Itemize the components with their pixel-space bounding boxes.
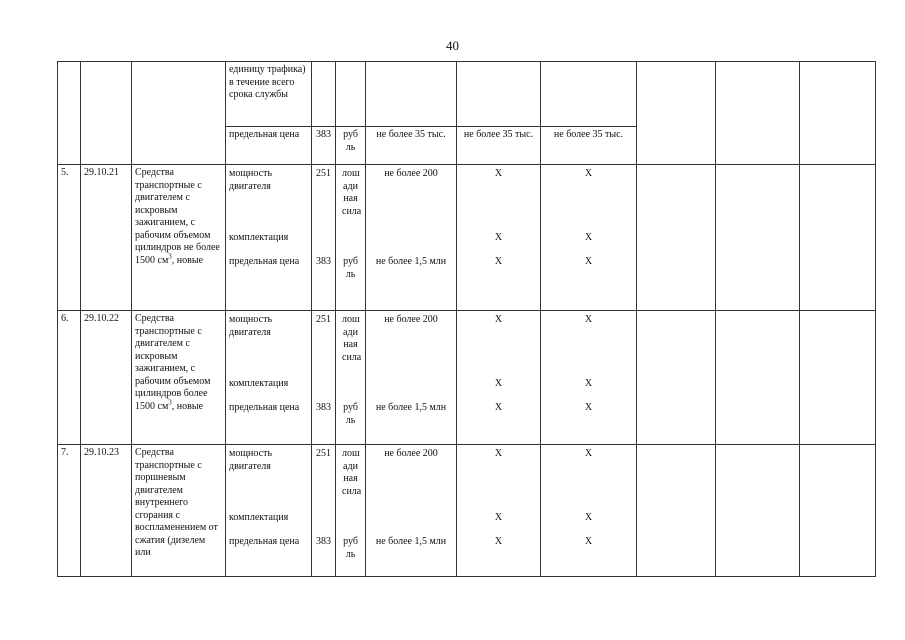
char-cell: единицу трафика) в течение всего срока службы [226,62,312,127]
code-cell: 251 383 [312,445,336,577]
value-cell: Х Х Х [457,445,541,577]
value-cell: не более 200 не более 1,5 млн [366,311,457,445]
value-cell: не более 35 тыс. [366,127,457,165]
num-cell: 5. [58,165,81,311]
unit-cell: лош ади ная сила руб ль [336,165,366,311]
value-cell: не более 200 не более 1,5 млн [366,445,457,577]
value-cell: Х Х Х [541,311,637,445]
char-cell: мощность двигателя комплектация предельная цена [226,165,312,311]
value-cell: не более 35 тыс. [541,127,637,165]
okpd-cell [81,62,132,165]
okpd-cell: 29.10.23 [81,445,132,577]
unit-cell: лош ади ная сила руб ль [336,311,366,445]
value-cell: Х Х Х [541,445,637,577]
code-cell: 383 [312,127,336,165]
okpd-cell: 29.10.21 [81,165,132,311]
table-row [58,165,876,311]
char-cell: мощность двигателя комплектация предельная цена [226,445,312,577]
page-number: 40 [446,38,459,53]
name-cell: Средства транспортные с двигателем с искровым зажиганием, с рабочим объемом цилиндров не более 1500 $см^3$, новые [132,165,226,311]
table-row [58,445,876,577]
unit-cell: руб ль [336,127,366,165]
num-cell [58,62,81,165]
value-cell: не более 200 не более 1,5 млн [366,165,457,311]
requirements-table [57,61,876,577]
table-row [58,311,876,445]
table-row [58,62,876,127]
char-cell: предельная цена [226,127,312,165]
char-cell: мощность двигателя комплектация предельная цена [226,311,312,445]
value-cell: не более 35 тыс. [457,127,541,165]
name-cell: Средства транспортные с поршневым двигателем внутреннего сгорания с воспламенением от сжатия (дизелем или [132,445,226,577]
name-cell: Средства транспортные с двигателем с искровым зажиганием, с рабочим объемом цилиндров более 1500 $см^3$, новые [132,311,226,445]
value-cell: Х Х Х [457,165,541,311]
name-cell [132,62,226,165]
num-cell: 6. [58,311,81,445]
unit-cell: лош ади ная сила руб ль [336,445,366,577]
value-cell: Х Х Х [457,311,541,445]
num-cell: 7. [58,445,81,577]
code-cell: 251 383 [312,165,336,311]
code-cell: 251 383 [312,311,336,445]
value-cell: Х Х Х [541,165,637,311]
okpd-cell: 29.10.22 [81,311,132,445]
